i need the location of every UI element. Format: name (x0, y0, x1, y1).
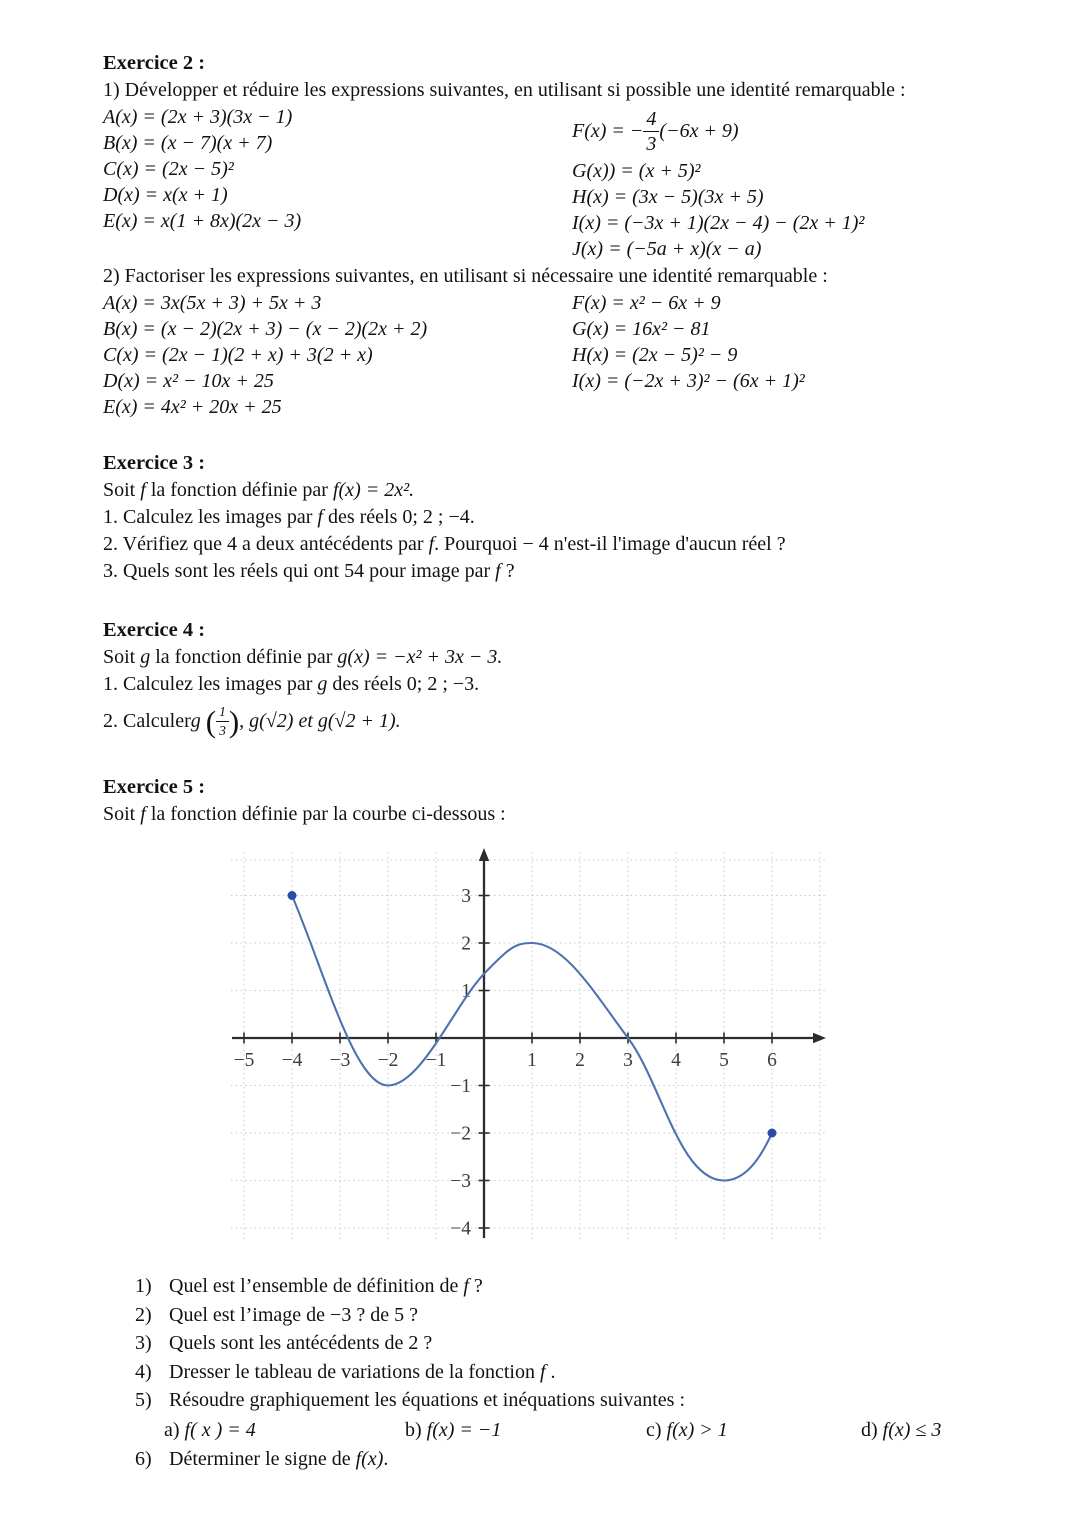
exercise-2-title: Exercice 2 : (103, 52, 206, 74)
fact-expr-C: C(x) = (2x − 1)(2 + x) + 3(2 + x) (103, 344, 373, 366)
question-3: 3) Quels sont les antécédents de 2 ? (135, 1332, 433, 1354)
svg-text:−4: −4 (281, 1050, 303, 1071)
dev-expr-B: B(x) = (x − 7)(x + 7) (103, 132, 273, 154)
svg-text:3: 3 (461, 886, 471, 907)
subitem-c: c) f(x) > 1 (646, 1418, 728, 1441)
develop-left-column (103, 104, 572, 234)
x-axis-arrow (813, 1033, 826, 1043)
exercise-4-definition: Soit g la fonction définie par g(x) = −x² + 3x − 3. (103, 646, 503, 668)
function-graph (225, 844, 865, 1246)
develop-right-column (572, 104, 990, 262)
exercise-3-definition: Soit f la fonction définie par f(x) = 2x². (103, 479, 415, 501)
exercise-2-intro-factor: 2) Factoriser les expressions suivantes, en utilisant si nécessaire une identité remarquable : (103, 265, 828, 287)
dev-expr-G: G(x)) = (x + 5)² (572, 160, 701, 182)
svg-text:4: 4 (671, 1050, 681, 1071)
exercise-3-q2: 2. Vérifiez que 4 a deux antécédents par f. Pourquoi − 4 n'est-il l'image d'aucun réel ? (103, 533, 786, 555)
svg-text:6: 6 (767, 1050, 777, 1071)
ex4-q2-rest: , g(√2) et g(√2 + 1). (239, 709, 401, 732)
question-1: 1) Quel est l’ensemble de définition de f ? (135, 1275, 483, 1297)
fraction-4-3: $\frac{4}{3}$ (643, 109, 659, 154)
fact-expr-F: F(x) = x² − 6x + 9 (572, 292, 721, 314)
factor-expressions-block (103, 290, 990, 420)
question-5: 5) Résoudre graphiquement les équations et inéquations suivantes : (135, 1389, 685, 1411)
ex4-q2-prefix: 2. Calculer (103, 709, 191, 732)
exercise-4-q2 (103, 698, 990, 744)
fact-expr-B: B(x) = (x − 2)(2x + 3) − (x − 2)(2x + 2) (103, 318, 428, 340)
svg-text:−1: −1 (450, 1076, 471, 1097)
subitem-d: d) f(x) ≤ 3 (861, 1418, 942, 1441)
axis-ticks (244, 896, 772, 1229)
subitem-a: a) f( x ) = 4 (164, 1418, 256, 1441)
exercise-4-q1: 1. Calculez les images par g des réels 0; 2 ; −3. (103, 673, 480, 695)
fact-expr-A: A(x) = 3x(5x + 3) + 5x + 3 (103, 292, 322, 314)
dev-expr-F (572, 104, 990, 158)
dev-expr-A: A(x) = (2x + 3)(3x − 1) (103, 106, 293, 128)
right-paren: ) (228, 703, 240, 739)
question-4: 4) Dresser le tableau de variations de la fonction f . (135, 1360, 556, 1383)
exercise-2-intro-develop: 1) Développer et réduire les expressions suivantes, en utilisant si possible une identité remarquable : (103, 79, 906, 101)
axis-tick-labels (234, 886, 778, 1240)
exercise-3-q1: 1. Calculez les images par f des réels 0; 2 ; −4. (103, 506, 475, 528)
fact-expr-I: I(x) = (−2x + 3)² − (6x + 1)² (572, 370, 805, 392)
exercise-3-title: Exercice 3 : (103, 452, 206, 474)
svg-text:1: 1 (527, 1050, 537, 1071)
svg-text:−2: −2 (450, 1123, 471, 1145)
subitem-b: b) f(x) = −1 (405, 1418, 502, 1441)
svg-text:−4: −4 (450, 1218, 471, 1240)
dev-expr-E: E(x) = x(1 + 8x)(2x − 3) (103, 210, 302, 232)
fact-expr-G: G(x) = 16x² − 81 (572, 318, 711, 340)
factor-left-column (103, 290, 572, 420)
svg-text:2: 2 (461, 933, 471, 955)
exercise-5-title: Exercice 5 : (103, 776, 206, 798)
exercise-5-intro: Soit f la fonction définie par la courbe ci-dessous : (103, 803, 506, 825)
svg-text:1: 1 (461, 981, 471, 1002)
svg-text:−1: −1 (425, 1050, 447, 1071)
dev-expr-C: C(x) = (2x − 5)² (103, 158, 234, 180)
question-5-subitems (164, 1415, 990, 1445)
fraction-1-3: $\frac{1}{3}$ (216, 705, 229, 737)
question-2: 2) Quel est l’image de −3 ? de 5 ? (135, 1303, 418, 1326)
function-graph-container (225, 844, 865, 1246)
factor-right-column (572, 290, 990, 394)
develop-expressions-block (103, 104, 990, 262)
ex4-q2-g: g (190, 709, 201, 732)
svg-text:−2: −2 (377, 1050, 399, 1071)
axes (232, 848, 826, 1238)
dev-expr-H: H(x) = (3x − 5)(3x + 5) (572, 186, 764, 208)
y-axis-arrow (479, 848, 489, 861)
dev-expr-D: D(x) = x(x + 1) (103, 184, 228, 206)
exercise-4-title: Exercice 4 : (103, 619, 206, 641)
dev-expr-I: I(x) = (−3x + 1)(2x − 4) − (2x + 1)² (572, 212, 865, 234)
svg-text:3: 3 (623, 1050, 633, 1071)
svg-text:−3: −3 (450, 1171, 471, 1192)
exercise-3-q3: 3. Quels sont les réels qui ont 54 pour image par f ? (103, 560, 515, 582)
dev-expr-J: J(x) = (−5a + x)(x − a) (572, 238, 762, 260)
dev-expr-F-suffix: (−6x + 9) (659, 120, 739, 142)
svg-text:−5: −5 (233, 1050, 255, 1071)
fact-expr-D: D(x) = x² − 10x + 25 (103, 370, 274, 392)
svg-text:−3: −3 (329, 1050, 351, 1071)
grid-lines (231, 852, 825, 1241)
question-6: 6) Déterminer le signe de f(x). (135, 1447, 389, 1470)
dev-expr-F-prefix: F(x) = − (572, 120, 644, 142)
left-paren: ( (205, 703, 217, 739)
exercise-5-questions (135, 1272, 990, 1473)
fact-expr-H: H(x) = (2x − 5)² − 9 (572, 344, 738, 366)
svg-text:2: 2 (575, 1050, 585, 1071)
svg-text:5: 5 (719, 1050, 729, 1071)
fact-expr-E: E(x) = 4x² + 20x + 25 (103, 396, 282, 418)
